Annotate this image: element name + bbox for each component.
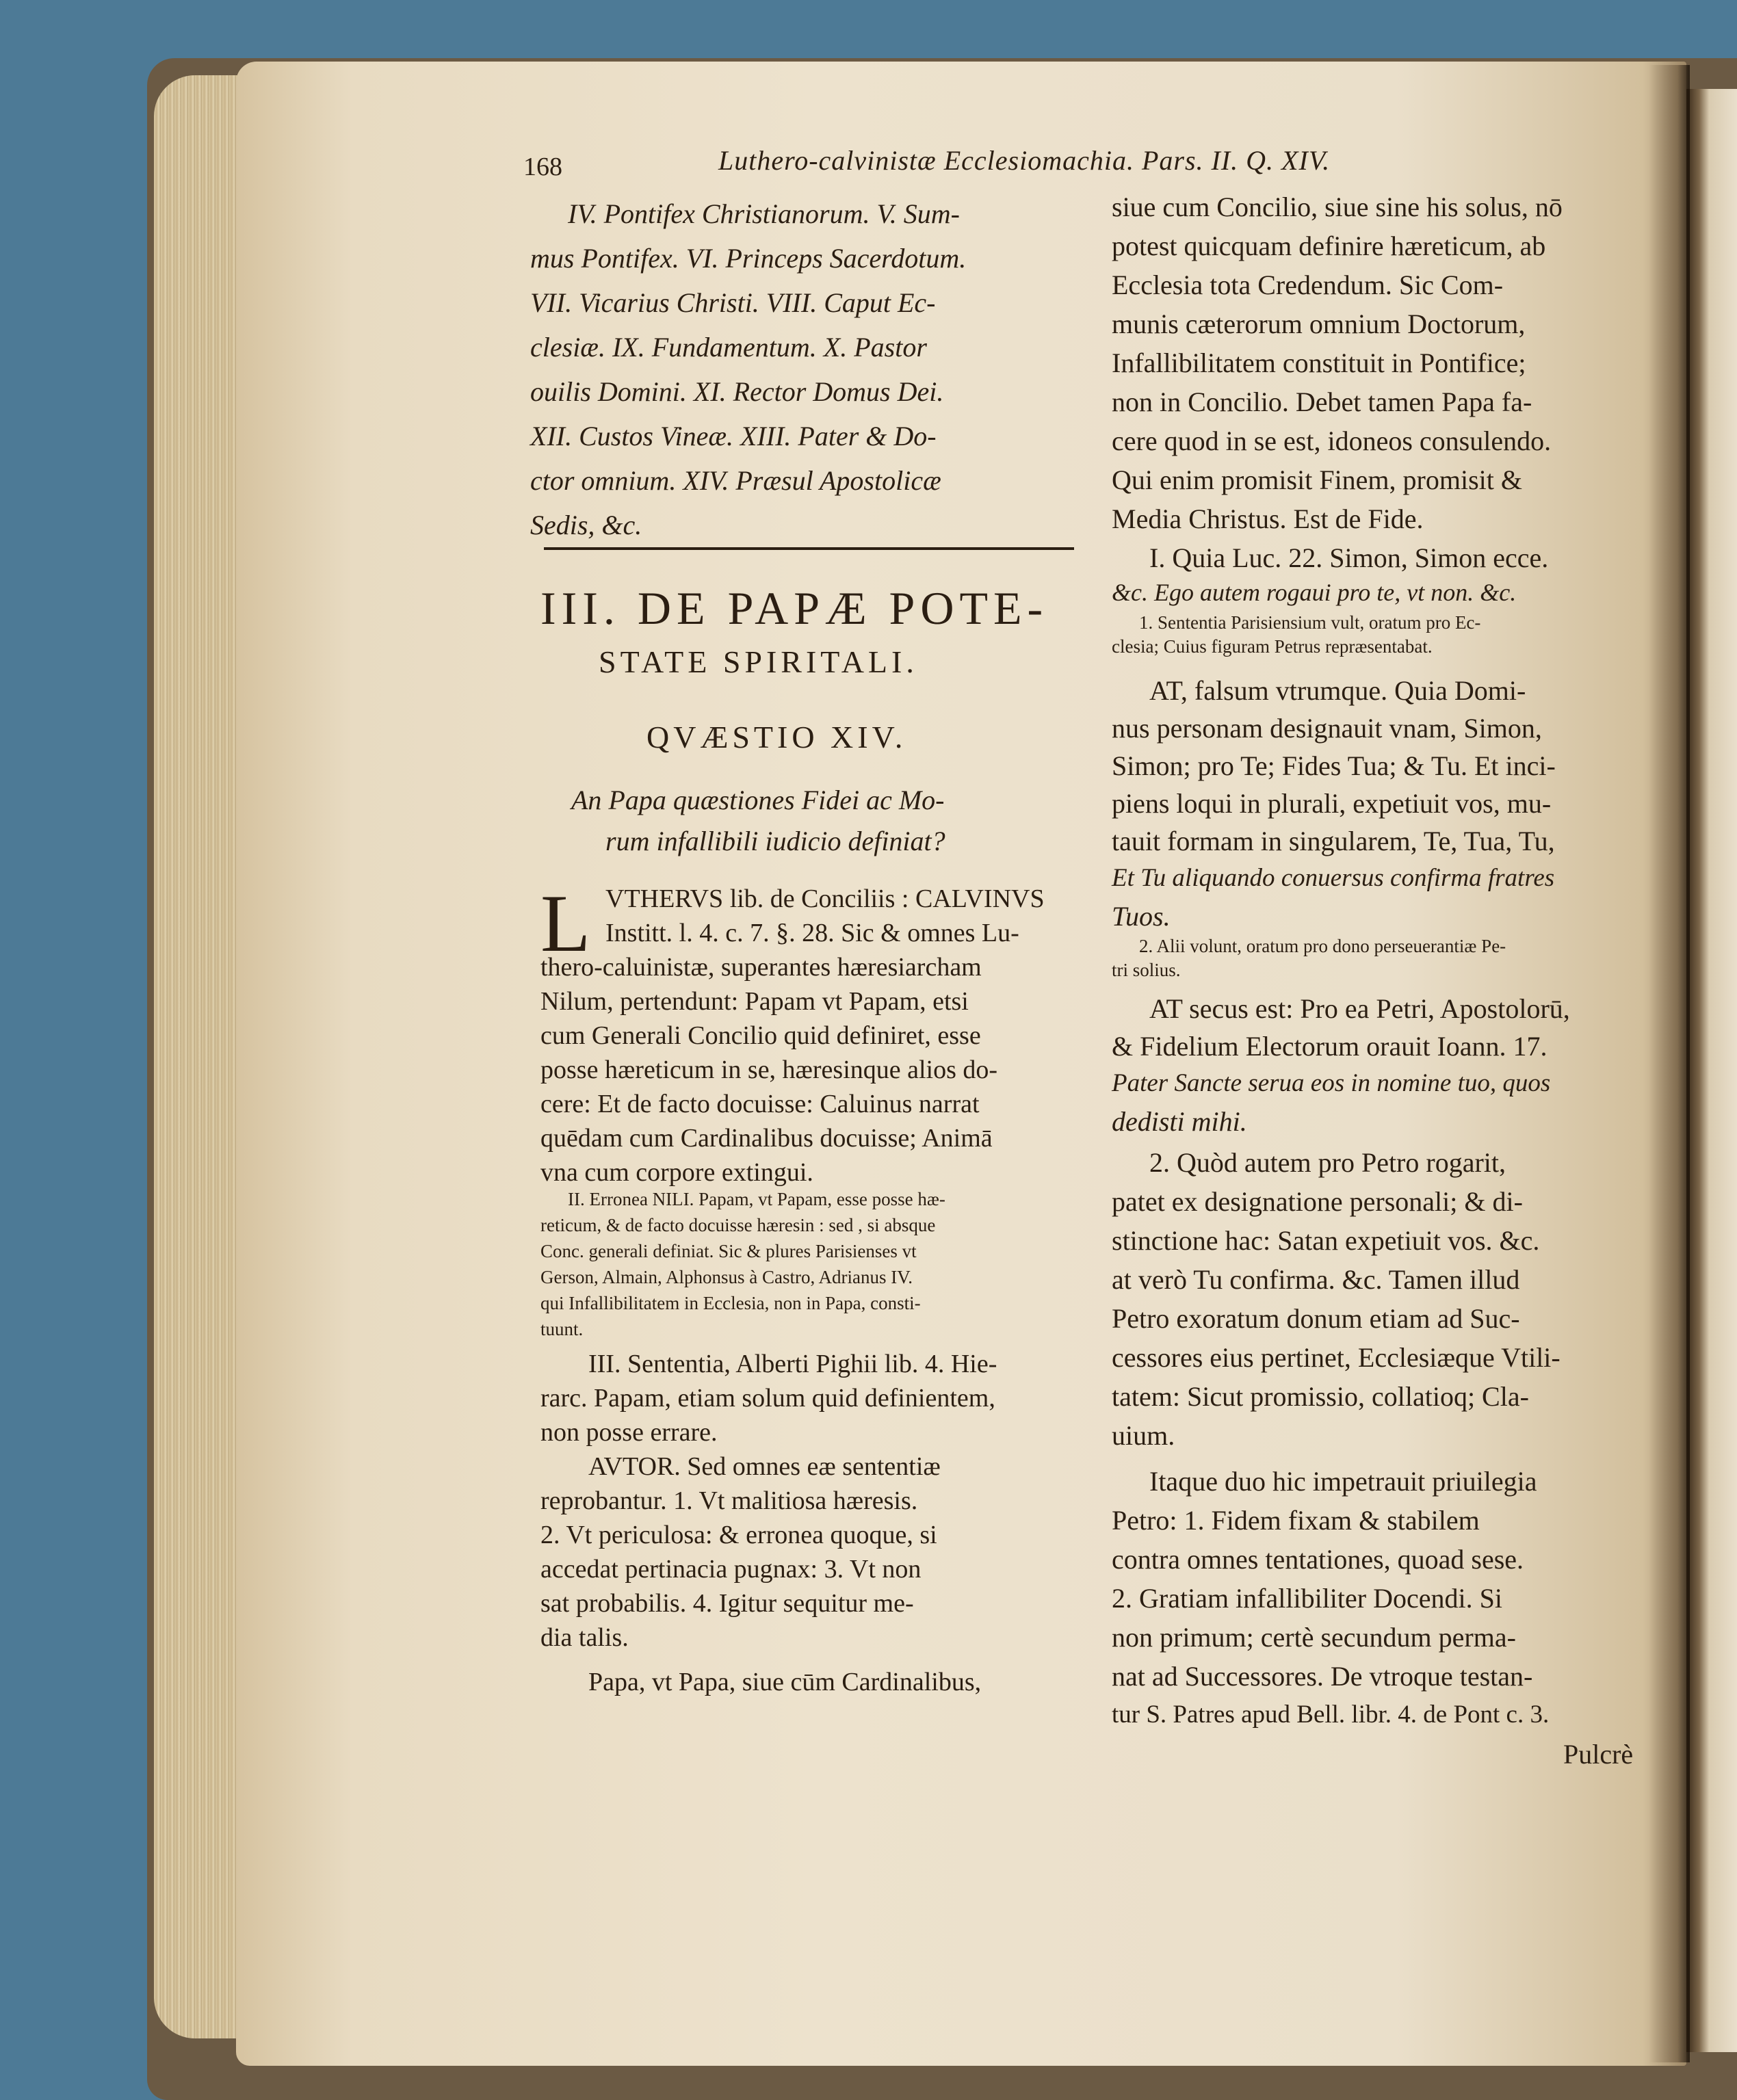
text-line: & Fidelium Electorum orauit Ioann. 17. — [1112, 1031, 1547, 1062]
note-line: reticum, & de facto docuisse hæresin : sed , si absque — [540, 1215, 936, 1235]
right-page-edge — [1686, 89, 1737, 2052]
text-line: piens loqui in plurali, expetiuit vos, mu- — [1112, 788, 1552, 819]
page-number: 168 — [523, 153, 562, 181]
text-line: potest quicquam definire hæreticum, ab — [1112, 231, 1546, 261]
question-title: QVÆSTIO XIV. — [647, 720, 907, 754]
note-line: tri solius. — [1112, 960, 1181, 980]
text-line: AT, falsum vtrumque. Quia Domi- — [1149, 675, 1526, 706]
text-line: III. Sententia, Alberti Pighii lib. 4. Hie- — [588, 1350, 997, 1378]
text-line: Qui enim promisit Finem, promisit & — [1112, 464, 1522, 495]
text-line: ctor omnium. XIV. Præsul Apostolicæ — [530, 465, 941, 496]
note-line: clesia; Cuius figuram Petrus repræsentabat. — [1112, 636, 1433, 657]
text-line: cum Generali Concilio quid definiret, esse — [540, 1021, 981, 1050]
section-title-cont: STATE SPIRITALI. — [599, 644, 918, 679]
text-line: munis cæterorum omnium Doctorum, — [1112, 309, 1526, 339]
text-line: I. Quia Luc. 22. Simon, Simon ecce. — [1149, 542, 1549, 573]
text-line: cessores eius pertinet, Ecclesiæque Vtili- — [1112, 1342, 1560, 1373]
catchword: Pulcrè — [1563, 1739, 1634, 1770]
text-line: Pater Sancte serua eos in nomine tuo, quos — [1112, 1069, 1551, 1097]
text-line: nus personam designauit vnam, Simon, — [1112, 713, 1542, 744]
text-line: 2. Vt periculosa: & erronea quoque, si — [540, 1521, 937, 1549]
question-subtitle: An Papa quæstiones Fidei ac Mo- — [571, 785, 945, 815]
text-line: cere quod in se est, idoneos consulendo. — [1112, 425, 1552, 456]
text-line: stinctione hac: Satan expetiuit vos. &c. — [1112, 1225, 1540, 1256]
section-rule — [544, 547, 1074, 550]
text-line: Papa, vt Papa, siue cūm Cardinalibus, — [588, 1668, 982, 1696]
text-line: AVTOR. Sed omnes eæ sententiæ — [588, 1452, 941, 1481]
text-line: reprobantur. 1. Vt malitiosa hæresis. — [540, 1486, 918, 1515]
text-line: ouilis Domini. XI. Rector Domus Dei. — [530, 376, 944, 407]
section-title: III. DE PAPÆ POTE- — [540, 582, 1049, 634]
running-title: Luthero-calvinistæ Ecclesiomachia. Pars. II. Q. XIV. — [718, 145, 1331, 176]
text-line: tur S. Patres apud Bell. libr. 4. de Pont c. 3. — [1112, 1701, 1550, 1729]
text-line: Et Tu aliquando conuersus confirma fratres — [1112, 864, 1555, 892]
note-line: Conc. generali definiat. Sic & plures Parisienses vt — [540, 1241, 917, 1261]
text-line: mus Pontifex. VI. Princeps Sacerdotum. — [530, 243, 967, 274]
text-line: VII. Vicarius Christi. VIII. Caput Ec- — [530, 287, 936, 318]
text-line: Petro exoratum donum etiam ad Suc- — [1112, 1303, 1520, 1334]
text-line: IV. Pontifex Christianorum. V. Sum- — [568, 198, 960, 229]
text-line: Tuos. — [1112, 901, 1171, 932]
text-line: patet ex designatione personali; & di- — [1112, 1186, 1523, 1217]
text-line: uium. — [1112, 1420, 1175, 1451]
text-line: non primum; certè secundum perma- — [1112, 1622, 1516, 1653]
drop-cap: L — [540, 878, 591, 969]
text-line: Institt. l. 4. c. 7. §. 28. Sic & omnes Lu- — [605, 919, 1019, 947]
text-line: quēdam cum Cardinalibus docuisse; Animā — [540, 1124, 993, 1153]
text-line: rarc. Papam, etiam solum quid definientem, — [540, 1384, 995, 1413]
note-line: Gerson, Almain, Alphonsus à Castro, Adrianus IV. — [540, 1267, 913, 1287]
text-line: cere: Et de facto docuisse: Caluinus narrat — [540, 1090, 980, 1118]
text-line: XII. Custos Vineæ. XIII. Pater & Do- — [530, 421, 937, 451]
text-line: at verò Tu confirma. &c. Tamen illud — [1112, 1264, 1520, 1295]
text-line: Simon; pro Te; Fides Tua; & Tu. Et inci- — [1112, 750, 1556, 781]
note-line: 1. Sententia Parisiensium vult, oratum pro Ec- — [1139, 612, 1481, 633]
text-line: Media Christus. Est de Fide. — [1112, 503, 1424, 534]
text-line: vna cum corpore extingui. — [540, 1158, 813, 1187]
text-line: tatem: Sicut promissio, collatioq; Cla- — [1112, 1381, 1529, 1412]
text-line: Petro: 1. Fidem fixam & stabilem — [1112, 1505, 1480, 1536]
text-line: siue cum Concilio, siue sine his solus, nō — [1112, 192, 1563, 222]
text-line: dia talis. — [540, 1623, 629, 1652]
text-line: Sedis, &c. — [530, 510, 642, 540]
text-line: Nilum, pertendunt: Papam vt Papam, etsi — [540, 987, 969, 1016]
text-line: &c. Ego autem rogaui pro te, vt non. &c. — [1112, 579, 1517, 606]
text-line: thero-caluinistæ, superantes hæresiarcham — [540, 953, 982, 982]
text-line: posse hæreticum in se, hæresinque alios do- — [540, 1055, 998, 1084]
gutter-shadow — [1649, 65, 1690, 2062]
text-line: 2. Quòd autem pro Petro rogarit, — [1149, 1147, 1506, 1178]
note-line: qui Infallibilitatem in Ecclesia, non in Papa, consti- — [540, 1293, 921, 1313]
text-line: non in Concilio. Debet tamen Papa fa- — [1112, 386, 1532, 417]
note-line: tuunt. — [540, 1319, 584, 1339]
text-line: 2. Gratiam infallibiliter Docendi. Si — [1112, 1583, 1502, 1614]
note-line: 2. Alii volunt, oratum pro dono perseuerantiæ Pe- — [1139, 936, 1506, 956]
text-line: Infallibilitatem constituit in Pontifice; — [1112, 347, 1526, 378]
text-line: clesiæ. IX. Fundamentum. X. Pastor — [530, 332, 927, 363]
note-line: II. Erronea NILI. Papam, vt Papam, esse posse hæ- — [568, 1189, 945, 1209]
text-line: contra omnes tentationes, quoad sese. — [1112, 1544, 1524, 1575]
text-line: accedat pertinacia pugnax: 3. Vt non — [540, 1555, 922, 1584]
text-line: dedisti mihi. — [1112, 1106, 1247, 1137]
text-line: non posse errare. — [540, 1418, 718, 1447]
text-line: VTHERVS lib. de Conciliis : CALVINVS — [605, 884, 1045, 913]
text-line: Ecclesia tota Credendum. Sic Com- — [1112, 270, 1504, 300]
text-line: nat ad Successores. De vtroque testan- — [1112, 1661, 1533, 1692]
text-line: Itaque duo hic impetrauit priuilegia — [1149, 1466, 1537, 1497]
text-line: tauit formam in singularem, Te, Tua, Tu, — [1112, 826, 1555, 856]
text-line: AT secus est: Pro ea Petri, Apostolorū, — [1149, 993, 1570, 1024]
question-subtitle-cont: rum infallibili iudicio definiat? — [605, 826, 945, 856]
text-line: sat probabilis. 4. Igitur sequitur me- — [540, 1589, 914, 1618]
